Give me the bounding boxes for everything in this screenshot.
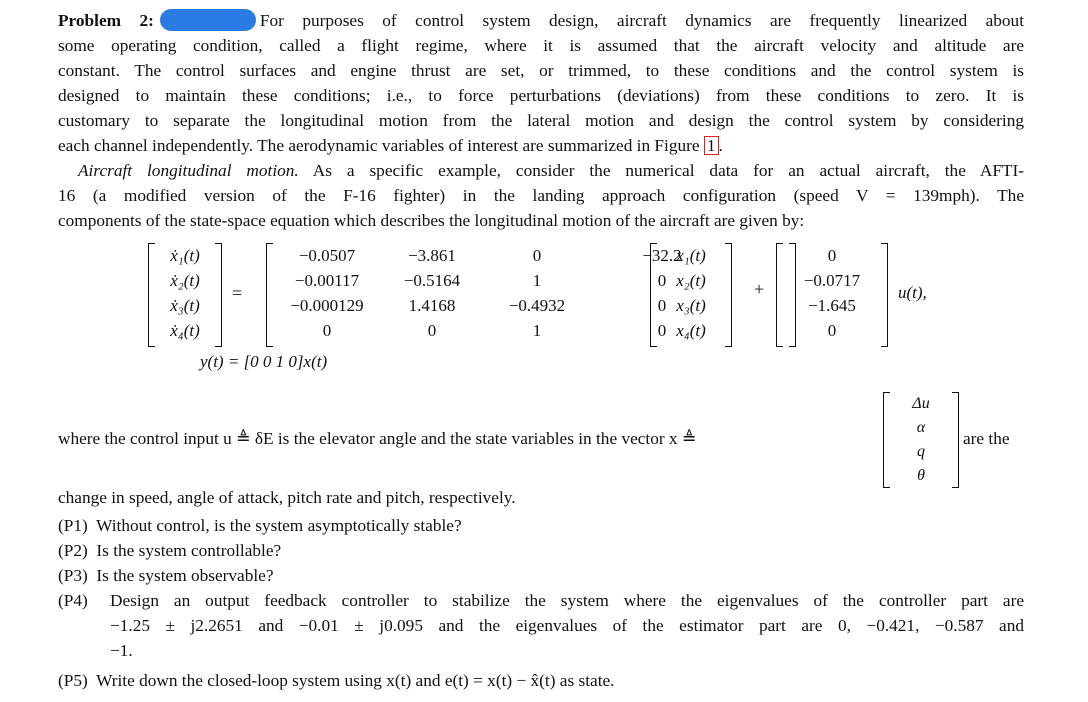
question-p5: (P5) Write down the closed-loop system using x(t) and e(t) = x(t) − x̂(t) as state. <box>58 671 615 690</box>
intro-line-4: designed to maintain these conditions; i.e., to force perturbations (deviations) from these conditions to zero. It is <box>58 86 1024 105</box>
input-term: u(t), <box>898 283 927 302</box>
aircraft-heading: Aircraft longitudinal motion. <box>78 161 299 180</box>
question-p2: (P2) Is the system controllable? <box>58 541 282 560</box>
aircraft-line-3: components of the state-space equation which describes the longitudinal motion of the aircraft are given by: <box>58 211 805 230</box>
question-list <box>58 513 1024 693</box>
problem-label: Problem 2: <box>58 11 154 30</box>
intro-line-1: Problem 2: For purposes of control system design, aircraft dynamics are frequently linearized about <box>58 11 1024 30</box>
aircraft-paragraph <box>58 158 1024 233</box>
x-vector: x₁(t) x₂(t) x₃(t) x₄(t) <box>650 243 732 347</box>
aircraft-line-1: Aircraft longitudinal motion. As a specific example, consider the numerical data for an actual aircraft, the AFTI- <box>78 161 1024 180</box>
question-p1: (P1) Without control, is the system asymptotically stable? <box>58 516 462 535</box>
where-text: where the control input u ≜ δE is the elevator angle and the state variables in the vector x ≜ <box>58 429 697 448</box>
intro-line-6: each channel independently. The aerodynamic variables of interest are summarized in Figure 1 . <box>58 136 723 155</box>
state-description: change in speed, angle of attack, pitch rate and pitch, respectively. <box>58 488 516 507</box>
intro-paragraph <box>58 8 1024 158</box>
redacted-name-mark <box>160 9 256 31</box>
question-p3: (P3) Is the system observable? <box>58 566 274 585</box>
intro-line-3: constant. The control surfaces and engine thrust are set, or trimmed, to these conditions and the control system is <box>58 61 1024 80</box>
intro-line-2: some operating condition, called a flight regime, where it is assumed that the aircraft velocity and altitude are <box>58 36 1024 55</box>
are-the-text: are the <box>963 429 1010 448</box>
question-p4-end: −1. <box>110 641 133 660</box>
aircraft-line-2: 16 (a modified version of the F-16 fighter) in the landing approach configuration (speed V = 139mph). The <box>58 186 1024 205</box>
intro-line-5: customary to separate the longitudinal motion from the lateral motion and design the control system by considering <box>58 111 1024 130</box>
plus-sign: + <box>754 279 765 299</box>
output-equation: y(t) = [0 0 1 0]x(t) <box>200 352 328 371</box>
equals-sign: = <box>232 283 243 303</box>
question-p4: (P4) Design an output feedback controller to stabilize the system where the eigenvalues of the controller part are <box>58 591 1024 610</box>
question-p4-continuation: −1.25 ± j2.2651 and −0.01 ± j0.095 and the eigenvalues of the estimator part are 0, −0.421, −0.587 and <box>110 616 1024 635</box>
xdot-vector: ẋ₁(t) ẋ₂(t) ẋ₃(t) ẋ₄(t) <box>148 243 222 347</box>
a-matrix: −0.0507 −3.861 0 −32.2 −0.00117 −0.5164 1 0 −0.000129 1.4168 −0.4932 0 0 0 1 0 <box>266 243 796 347</box>
state-vector: Δu α q θ <box>883 392 959 488</box>
b-vector: 0 −0.0717 −1.645 0 <box>776 243 888 347</box>
figure-reference-link[interactable]: 1 <box>704 136 719 155</box>
